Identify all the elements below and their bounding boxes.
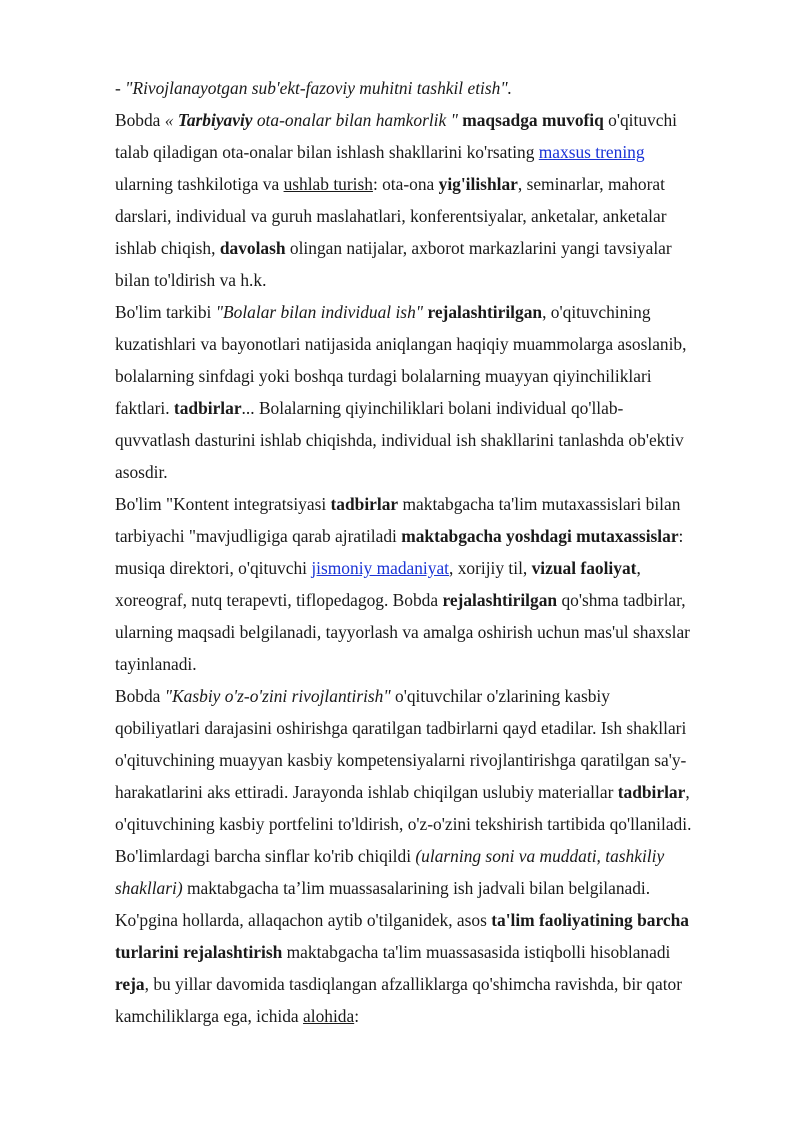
text: tarbiyachi "mavjudligiga qarab ajratiladi (115, 526, 402, 546)
paragraph-2-line-2 (115, 136, 745, 168)
paragraph-4-line-3 (115, 552, 745, 584)
paragraph-3-line-5 (115, 424, 745, 456)
text: kamchiliklarga ega, ichida (115, 1006, 304, 1026)
paragraph-4-line-5 (115, 616, 745, 648)
paragraph-4-line-4 (115, 584, 745, 616)
text-italic: ota-onalar bilan hamkorlik " (252, 110, 458, 130)
text: , (685, 782, 690, 802)
text-bold: reja (115, 974, 145, 994)
text: talab qiladigan ota-onalar bilan ishlash shakllarini ko'rsating (115, 142, 539, 162)
text: bilan to'ldirish va h.k. (115, 270, 267, 290)
text-bold: ta'lim faoliyatining barcha (491, 910, 689, 930)
text: o'qituvchilar o'zlarining kasbiy (390, 686, 610, 706)
text-bold: rejalashtirilgan (427, 302, 543, 322)
paragraph-6-line-2 (115, 872, 745, 904)
paragraph-7-line-1 (115, 904, 745, 936)
text-bold-italic: Tarbiyaviy (177, 110, 253, 130)
text: , o'qituvchining (542, 302, 651, 322)
text: asosdir. (115, 462, 168, 482)
text-bold: yig'ilishlar (438, 174, 518, 194)
text: , xorijiy til, (449, 558, 532, 578)
text: kuzatishlari va bayonotlari natijasida aniqlangan haqiqiy muammolarga asoslanib, (115, 334, 687, 354)
text: olingan natijalar, axborot markazlarini yangi tavsiyalar (285, 238, 672, 258)
text-underlined: ushlab turish (283, 174, 373, 194)
text-bold: maqsadga muvofiq (462, 110, 604, 130)
text-bold: rejalashtirilgan (442, 590, 558, 610)
text-bold: tadbirlar (617, 782, 686, 802)
text: bolalarning sinfdagi yoki boshqa turdagi bolalarning muayyan qiyinchiliklari (115, 366, 652, 386)
text-bold: turlarini rejalashtirish (115, 942, 283, 962)
text: Ko'pgina hollarda, allaqachon aytib o'tilganidek, asos (115, 910, 492, 930)
text-italic: (ularning soni va muddati, tashkiliy (415, 846, 665, 866)
text: , bu yillar davomida tasdiqlangan afzalliklarga qo'shimcha ravishda, bir qator (144, 974, 683, 994)
paragraph-7-line-3 (115, 968, 745, 1000)
text: Bobda (115, 110, 165, 130)
text: : ota-ona (372, 174, 439, 194)
paragraph-3-line-4 (115, 392, 745, 424)
paragraph-6-line-1 (115, 840, 745, 872)
paragraph-2-line-4 (115, 200, 745, 232)
text-bold: maktabgacha yoshdagi mutaxassislar (401, 526, 679, 546)
text-italic: "Kasbiy o'z-o'zini rivojlantirish" (164, 686, 391, 706)
text: , seminarlar, mahorat (517, 174, 665, 194)
text: ishlab chiqish, (115, 238, 220, 258)
text: maktabgacha ta’lim muassasalarining ish jadvali bilan belgilanadi. (182, 878, 651, 898)
text: tayinlanadi. (115, 654, 197, 674)
text: faktlari. (115, 398, 174, 418)
text: qo'shma tadbirlar, (557, 590, 686, 610)
link-jismoniy-madaniyat[interactable]: jismoniy madaniyat (311, 558, 449, 578)
text-underlined: alohida (303, 1006, 355, 1026)
text-bold: tadbirlar (330, 494, 399, 514)
text: , (636, 558, 641, 578)
text: o'qituvchi (603, 110, 677, 130)
link-maxsus-trening[interactable]: maxsus trening (538, 142, 645, 162)
text: : (354, 1006, 360, 1026)
paragraph-2-line-6 (115, 264, 745, 296)
text: : (678, 526, 684, 546)
text: darslari, individual va guruh maslahatlari, konferentsiyalar, anketalar, anketalar (115, 206, 667, 226)
text-bold: vizual faoliyat (531, 558, 637, 578)
paragraph-4-line-1 (115, 488, 745, 520)
quoted-section-title: - "Rivojlanayotgan sub'ekt-fazoviy muhitni tashkil etish". (115, 78, 512, 98)
text: xoreograf, nutq terapevti, tiflopedagog. Bobda (115, 590, 443, 610)
text: musiqa direktori, o'qituvchi (115, 558, 312, 578)
text: maktabgacha ta'lim muassasasida istiqbolli hisoblanadi (282, 942, 671, 962)
paragraph-4-line-2 (115, 520, 745, 552)
paragraph-3-line-3 (115, 360, 745, 392)
text: o'qituvchining muayyan kasbiy kompetensiyalarni rivojlantirishga qaratilgan sa'y- (115, 750, 687, 770)
paragraph-5-line-2 (115, 712, 745, 744)
text: Bo'limlardagi barcha sinflar ko'rib chiqildi (115, 846, 416, 866)
paragraph-5-line-1 (115, 680, 745, 712)
paragraph-5-line-4 (115, 776, 745, 808)
paragraph-7-line-4 (115, 1000, 745, 1032)
paragraph-5-line-3 (115, 744, 745, 776)
paragraph-3-line-2 (115, 328, 745, 360)
paragraph-7-line-2 (115, 936, 745, 968)
text: ... Bolalarning qiyinchiliklari bolani individual qo'llab- (241, 398, 624, 418)
text: Bo'lim tarkibi (115, 302, 216, 322)
text: maktabgacha ta'lim mutaxassislari bilan (398, 494, 681, 514)
paragraph-2-line-3 (115, 168, 745, 200)
paragraph-5-line-5 (115, 808, 745, 840)
text-italic: "Bolalar bilan individual ish" (215, 302, 424, 322)
text-italic: shakllari) (115, 878, 183, 898)
paragraph-1-line-1 (115, 72, 745, 104)
text-bold: davolash (219, 238, 286, 258)
text: o'qituvchining kasbiy portfelini to'ldirish, o'z-o'zini tekshirish tartibida qo'llaniladi. (115, 814, 692, 834)
document-page (115, 72, 745, 1032)
text: ularning maqsadi belgilanadi, tayyorlash va amalga oshirish uchun mas'ul shaxslar (115, 622, 690, 642)
paragraph-3-line-1 (115, 296, 745, 328)
paragraph-2-line-5 (115, 232, 745, 264)
paragraph-4-line-6 (115, 648, 745, 680)
paragraph-3-line-6 (115, 456, 745, 488)
text: quvvatlash dasturini ishlab chiqishda, individual ish shakllarini tanlashda ob'ektiv (115, 430, 684, 450)
text: ularning tashkilotiga va (115, 174, 284, 194)
text: harakatlarini aks ettiradi. Jarayonda ishlab chiqilgan uslubiy materiallar (115, 782, 618, 802)
text-bold: tadbirlar (173, 398, 242, 418)
text-italic: « (164, 110, 178, 130)
text: qobiliyatlari darajasini oshirishga qaratilgan tadbirlarni qayd etadilar. Ish shakllari (115, 718, 687, 738)
paragraph-2-line-1 (115, 104, 745, 136)
text: Bo'lim "Kontent integratsiyasi (115, 494, 331, 514)
text: Bobda (115, 686, 165, 706)
